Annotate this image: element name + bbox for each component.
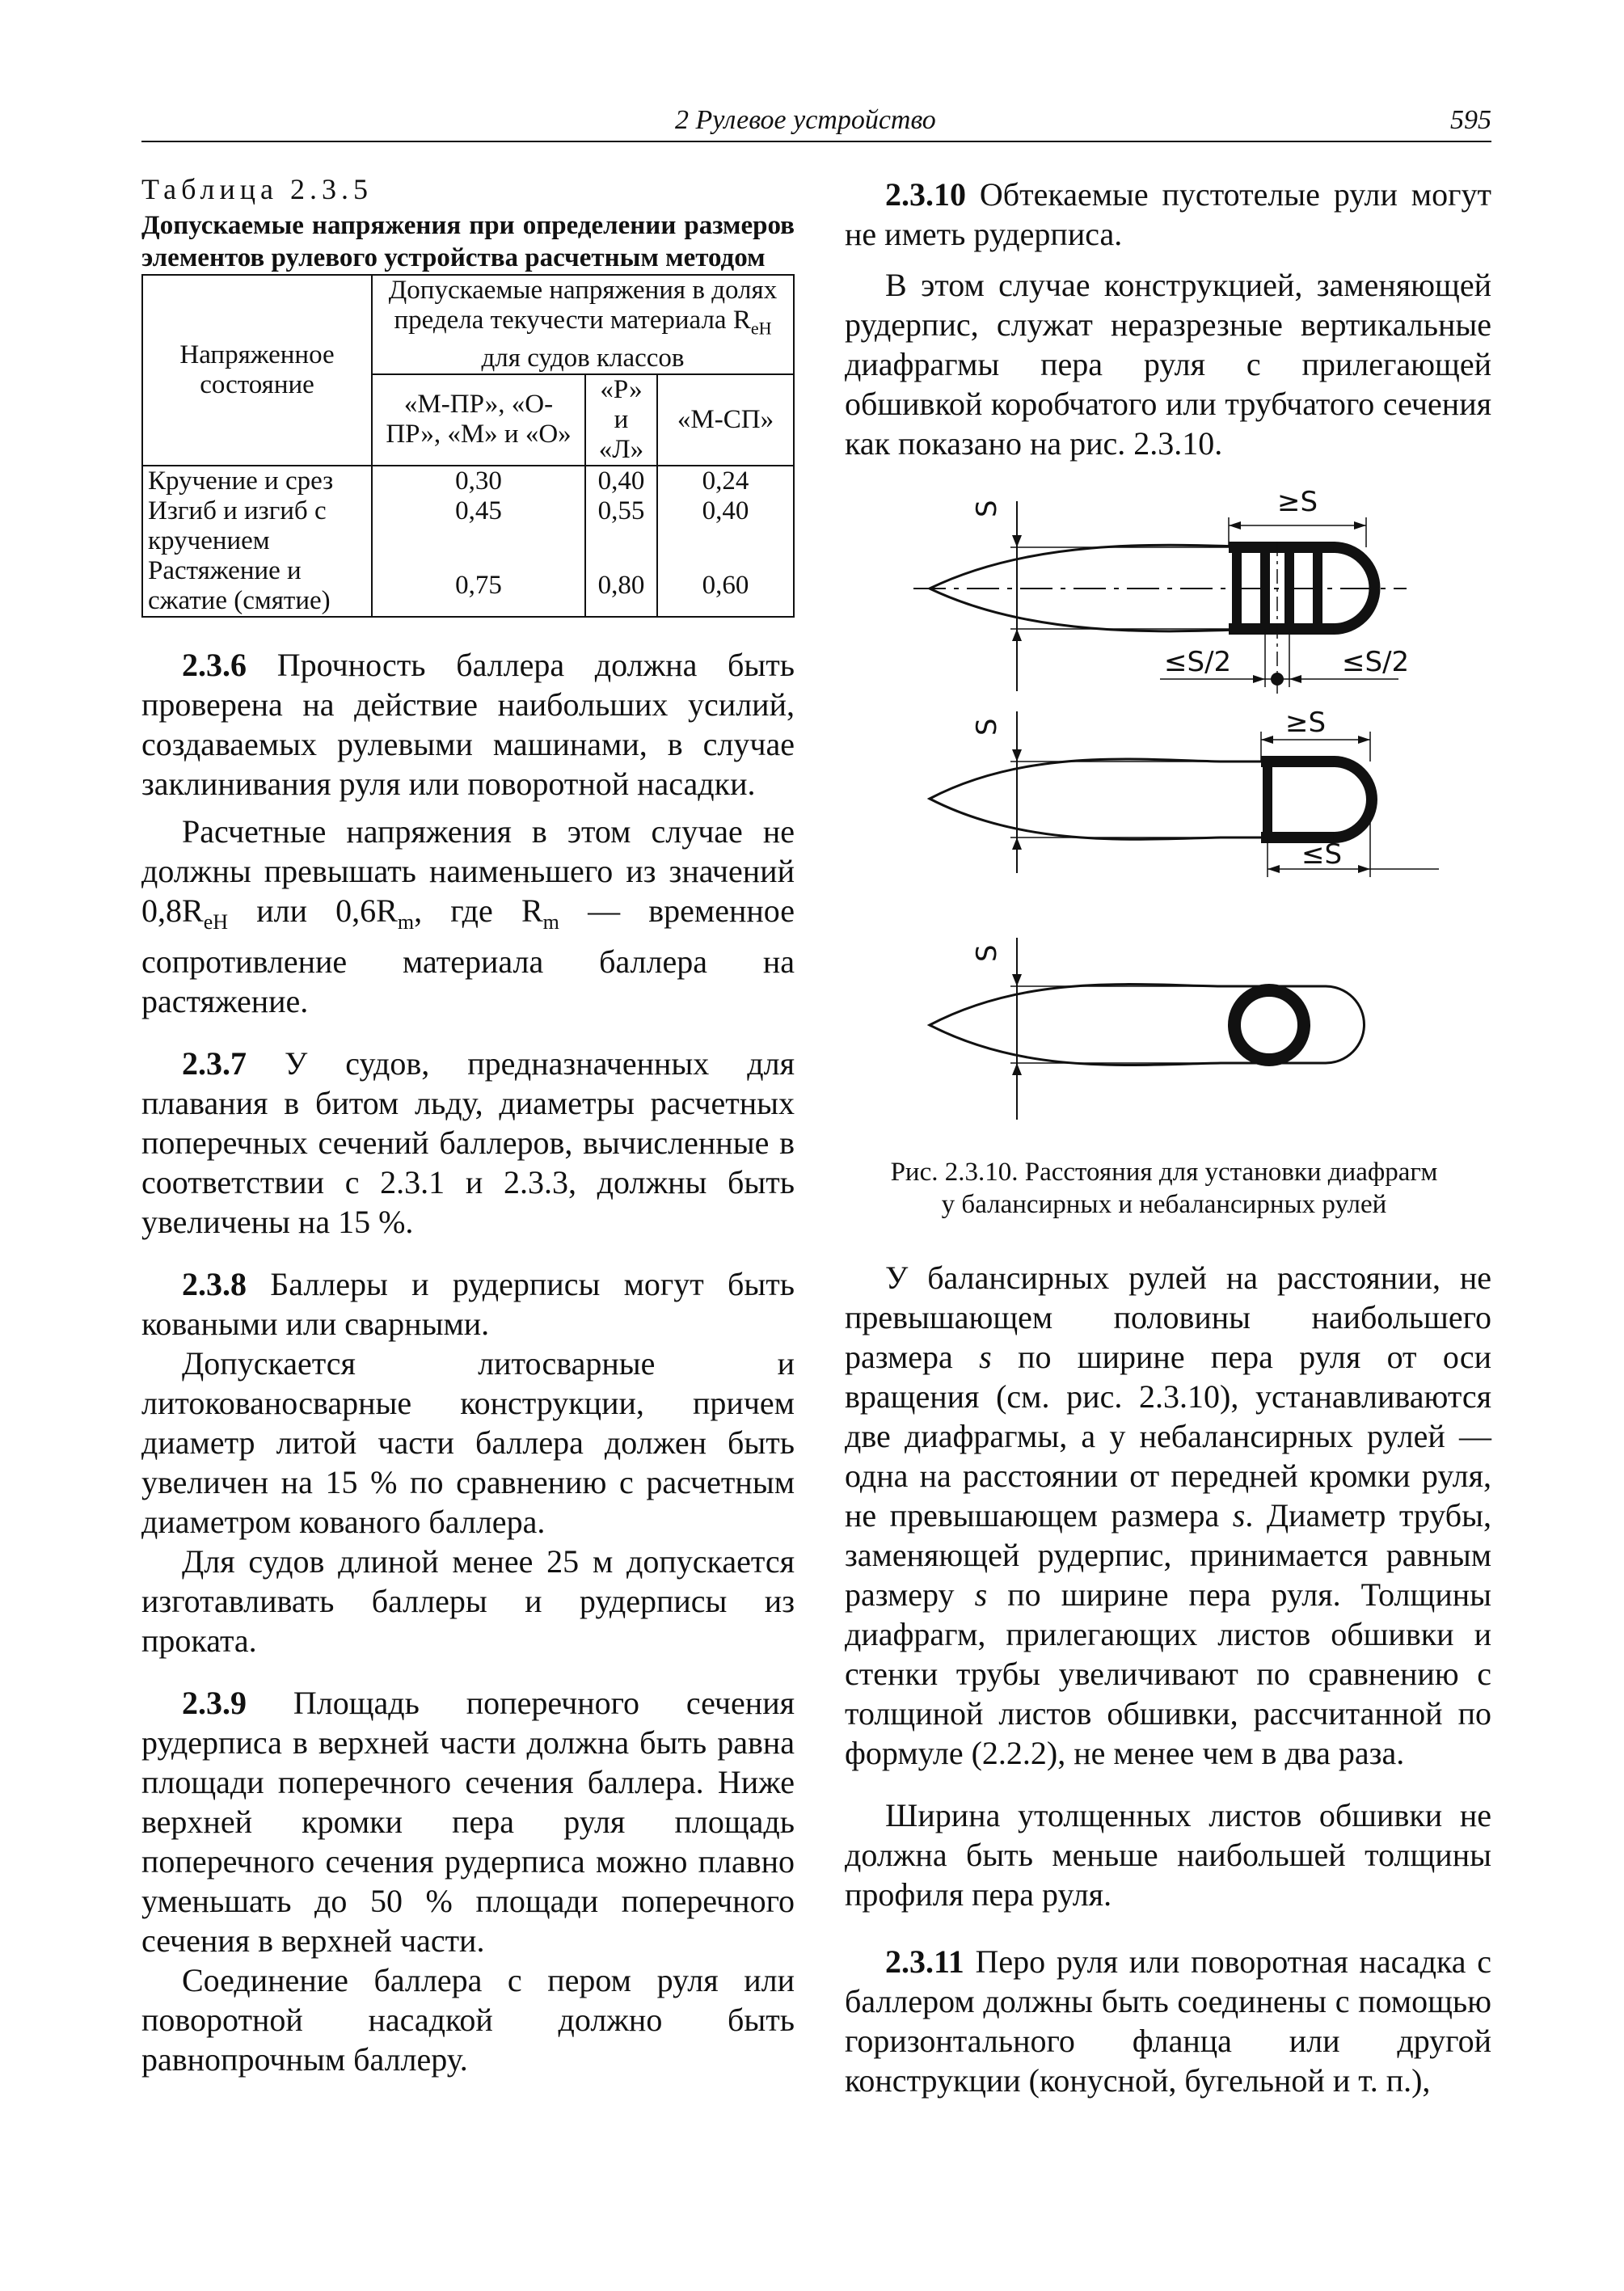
table-row: Кручение и срез 0,30 0,40 0,24: [142, 466, 794, 496]
label-s-1: S: [971, 500, 1003, 517]
label-s-3: S: [971, 944, 1003, 962]
stress-table: [141, 274, 795, 618]
running-header: [141, 103, 1491, 142]
label-le-s: ≤S: [1301, 838, 1343, 871]
para-2-3-10: 2.3.10 Обтекаемые пустотелые рули могут не иметь рудерписа.: [845, 176, 1491, 252]
para-plate-width: Ширина утолщенных листов обшивки не должна быть меньше наибольшей толщины профиля пера руля.: [845, 1797, 1491, 1913]
profile-tube: [930, 938, 1365, 1120]
profile-balanced: [913, 501, 1410, 695]
label-ge-s-2: ≥S: [1285, 707, 1327, 739]
table-head-group: Допускаемые напряжения в долях предела текучести материала $R_{eH}$ для судов классов: [372, 275, 794, 374]
page-number: 595: [1450, 105, 1491, 135]
rudder-figure: [881, 477, 1447, 1140]
para-2-3-9-joint: Соединение баллера с пером руля или поворотной насадкой должно быть равнопрочным баллеру.: [141, 1961, 795, 2078]
chapter-title: 2 Рулевое устройство: [675, 105, 936, 135]
para-2-3-10-diaphragms: В этом случае конструкцией, заменяющей рудерпис, служат неразрезные вертикальные диафрагмы пера руля с прилегающей обшивкой коробчатого или трубчатого сечения как показано на рис. 2.3.10.: [845, 267, 1491, 462]
para-2-3-8: 2.3.8 Баллеры и рудерписы могут быть коваными или сварными.: [141, 1265, 795, 1342]
para-2-3-6-stress: Расчетные напряжения в этом случае не должны превышать наименьшего из значений $0,8R_{eH}$ или $0,6R_m$, где $R_m$ — временное сопротивление материала баллера на растяжение.: [141, 812, 795, 1019]
table-head-col3: «М-СП»: [657, 374, 794, 466]
label-le-s2-left: ≤S/2: [1164, 646, 1232, 678]
para-2-3-7: 2.3.7 У судов, предназначенных для плавания в битом льду, диаметры расчетных поперечных сечений баллеров, вычисленные в соответствии с 2.3.1 и 2.3.3, должны быть увеличены на 15 %.: [141, 1044, 795, 1240]
para-diaphragm-distance: У балансирных рулей на расстоянии, не превышающем половины наибольшего размера s по ширине пера руля от оси вращения (см. рис. 2.3.10), устанавливаются две диафрагмы, а у небалансирных рулей — одна на расстоянии от передней кромки руля, не превышающем размера s. Диаметр трубы, заменяющей рудерпис, принимается равным размеру s по ширине пера руля. Толщины диафрагм, прилегающих листов обшивки и стенки трубы увеличивают по сравнению с толщиной листов обшивки, рассчитанной по формуле (2.2.2), не менее чем в два раза.: [845, 1259, 1492, 1771]
label-s-2: S: [971, 718, 1003, 736]
left-column: [141, 170, 795, 2079]
figure-caption: Рис. 2.3.10. Расстояния для установки диафрагм у балансирных и небалансирных рулей: [890, 1158, 1438, 1219]
table-head-col1: «М-ПР», «О-ПР», «М» и «О»: [372, 374, 585, 466]
para-2-3-6: 2.3.6 Прочность баллера должна быть проверена на действие наибольших усилий, создаваемых рулевыми машинами, в случае заклинивания руля или поворотной насадки.: [141, 646, 795, 802]
para-2-3-9: 2.3.9 Площадь поперечного сечения рудерписа в верхней части должна быть равна площади поперечного сечения баллера. Ниже верхней кромки пера руля площадь поперечного сечения рудерписа можно плавно уменьшать до 50 % площади поперечного сечения в верхней части.: [141, 1684, 795, 1959]
label-ge-s-1: ≥S: [1277, 486, 1318, 518]
table-row: Изгиб и изгиб с кручением 0,45 0,55 0,40: [142, 496, 794, 556]
table-head-state: Напряженное состояние: [142, 275, 372, 466]
right-column-top: [845, 175, 1491, 463]
table-head-col2: «Р» и «Л»: [585, 374, 657, 466]
label-le-s2-right: ≤S/2: [1342, 646, 1410, 678]
table-title: Допускаемые напряжения при определении размеров элементов рулевого устройства расчетным методом: [141, 211, 795, 272]
para-2-3-8-rolled: Для судов длиной менее 25 м допускается изготавливать баллеры и рудерписы из проката.: [141, 1542, 795, 1659]
para-2-3-11: 2.3.11 Перо руля или поворотная насадка с баллером должны быть соединены с помощью горизонтального фланца или другой конструкции (конусной, бугельной и т. п.),: [845, 1943, 1492, 2099]
table-caption: Таблица 2.3.5: [141, 173, 373, 205]
para-2-3-8-cast: Допускается литосварные и литокованосварные конструкции, причем диаметр литой части баллера должен быть увеличен на 15 % по сравнению с расчетным диаметром кованого баллера.: [141, 1344, 795, 1540]
right-column-bottom: [845, 1258, 1491, 2100]
table-row: Растяжение и сжатие (смятие) 0,75 0,80 0,60: [142, 556, 794, 617]
profile-unbalanced-diaphragm: [930, 711, 1439, 877]
